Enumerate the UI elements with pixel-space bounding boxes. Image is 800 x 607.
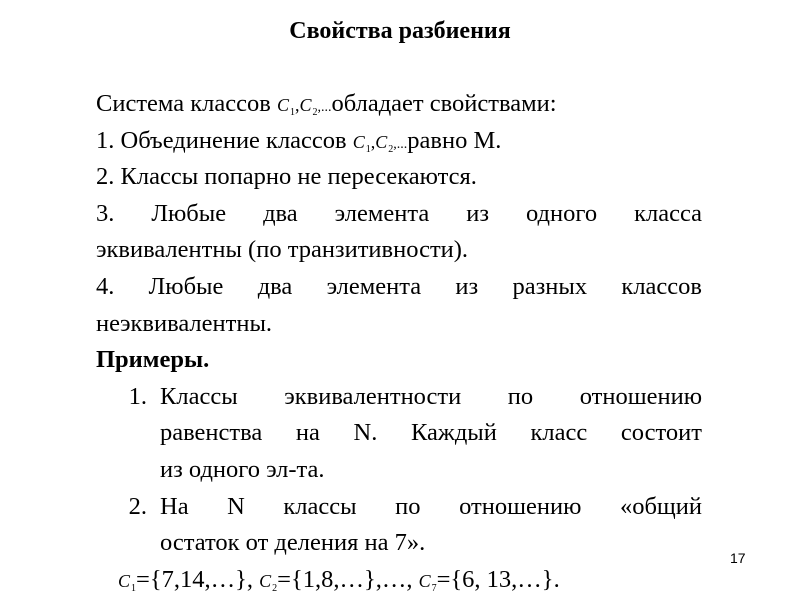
class-symbol: C [375, 131, 388, 152]
class-2-set: ={1,8,…},…, [277, 565, 413, 593]
intro-text-after: обладает свойствами: [331, 90, 557, 117]
property-1 [96, 123, 702, 160]
example-1-text [160, 379, 702, 489]
slide-body [96, 86, 702, 598]
intro-class-list [276, 95, 332, 118]
class-7-set: ={6, 13,…}. [436, 565, 560, 593]
example-1 [96, 379, 702, 489]
property-2: 2. Классы попарно не пересекаются. [96, 163, 477, 191]
property-3-line-1: 3. Любые два элемента из одного класса [96, 199, 702, 227]
class-subscript: 2 [312, 107, 318, 118]
intro-text-before: Система классов [96, 90, 271, 117]
class-symbol: C [299, 95, 312, 115]
property-3-line-2: эквивалентны (по транзитивности). [96, 236, 469, 264]
example-2-text [160, 489, 702, 562]
class-subscript: 1 [365, 143, 371, 155]
class-ellipsis: ,... [317, 100, 332, 115]
class-subscript: 2 [272, 582, 278, 594]
property-1-text-after: равно M. [407, 126, 502, 154]
class-symbol: C [118, 570, 131, 591]
property-1-text-before: 1. Объединение классов [96, 126, 347, 154]
example-2 [96, 489, 702, 562]
class-subscript: 1 [289, 107, 295, 118]
class-subscript: 1 [131, 582, 137, 594]
classes-formula [96, 562, 702, 599]
class-symbol: C [276, 95, 289, 115]
example-2-line-1: На N классы по отношению «общий [160, 492, 702, 520]
class-1-set: ={7,14,…}, [136, 565, 253, 593]
slide-title: Свойства разбиения [289, 18, 511, 44]
example-1-line-2: равенства на N. Каждый класс состоит [160, 419, 702, 447]
class-separator: , [294, 95, 300, 115]
example-1-number: 1. [128, 382, 147, 410]
class-symbol: C [418, 570, 431, 591]
class-symbol: C [352, 131, 365, 152]
property-4-line-2: неэквивалентны. [96, 309, 273, 337]
example-2-line-2: остаток от деления на 7». [160, 529, 426, 557]
class-subscript: 2 [388, 143, 394, 155]
class-subscript: 7 [431, 582, 437, 594]
class-separator: , [370, 131, 376, 152]
page-number: 17 [730, 550, 746, 566]
example-2-number: 2. [128, 492, 147, 520]
property-4-line-1: 4. Любые два элемента из разных классов [96, 272, 702, 300]
example-1-line-1: Классы эквивалентности по отношению [160, 382, 702, 410]
class-symbol: C [259, 570, 272, 591]
class-ellipsis: ,... [393, 136, 408, 152]
intro-line [96, 86, 702, 123]
examples-heading: Примеры. [96, 346, 210, 374]
property-1-class-list [352, 131, 408, 155]
example-1-line-3: из одного эл-та. [160, 455, 325, 483]
